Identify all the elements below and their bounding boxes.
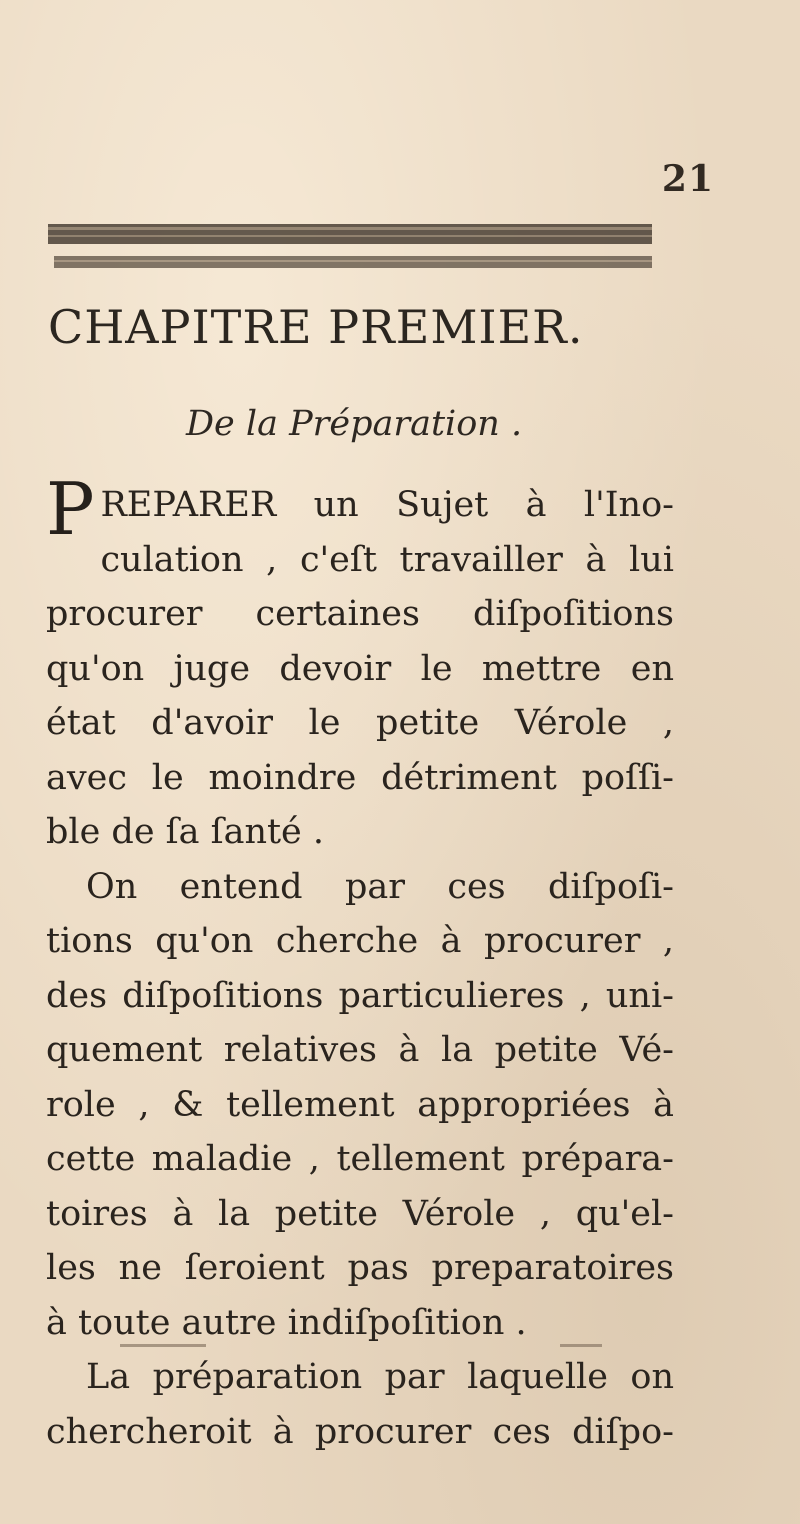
text-line: ble de ſa ſanté .: [46, 812, 325, 852]
text-line: qu'on juge devoir le mettre en: [46, 648, 674, 689]
text-line: La préparation par laquelle on: [86, 1357, 674, 1397]
left-print-mark: [120, 1344, 206, 1347]
signature-marks: [120, 1338, 600, 1358]
text-line: cette maladie , tellement prépara-: [46, 1139, 674, 1179]
text-line: avec le moindre détriment poſſi-: [46, 757, 674, 798]
text-line: les ne ſeroient pas preparatoires: [46, 1248, 674, 1288]
chapter-title: CHAPITRE PREMIER.: [48, 300, 584, 354]
text-line: à toute autre indiſpoſition .: [46, 1302, 527, 1343]
paragraph-2: [46, 860, 674, 1351]
text-line: procurer certaines diſpoſitions: [46, 594, 674, 634]
text-line: quement relatives à la petite Vé-: [46, 1030, 674, 1070]
body-text: [46, 467, 674, 1459]
paragraph-3: [46, 1350, 674, 1459]
text-line: role , & tellement appropriées à: [46, 1084, 674, 1125]
text-line: des diſpoſitions particulieres , uni-: [46, 975, 674, 1016]
text-line: tions qu'on cherche à procurer ,: [46, 921, 674, 961]
text-line: chercheroit à procurer ces diſpo-: [46, 1411, 674, 1452]
drop-capital: P: [46, 467, 95, 551]
page-number: 21: [661, 158, 714, 200]
header-ornament-band: [48, 222, 652, 278]
text-line: culation , c'eſt travailler à lui: [100, 539, 674, 580]
text-line: toires à la petite Vérole , qu'el-: [46, 1193, 674, 1234]
text-line: On entend par ces diſpoſi-: [86, 866, 674, 907]
paragraph-1: [46, 467, 674, 860]
right-print-mark: [560, 1344, 602, 1347]
text-line: état d'avoir le petite Vérole ,: [46, 703, 674, 743]
text-line: REPARER un Sujet à l'Ino-: [100, 485, 674, 525]
section-title: De la Préparation .: [186, 404, 523, 444]
